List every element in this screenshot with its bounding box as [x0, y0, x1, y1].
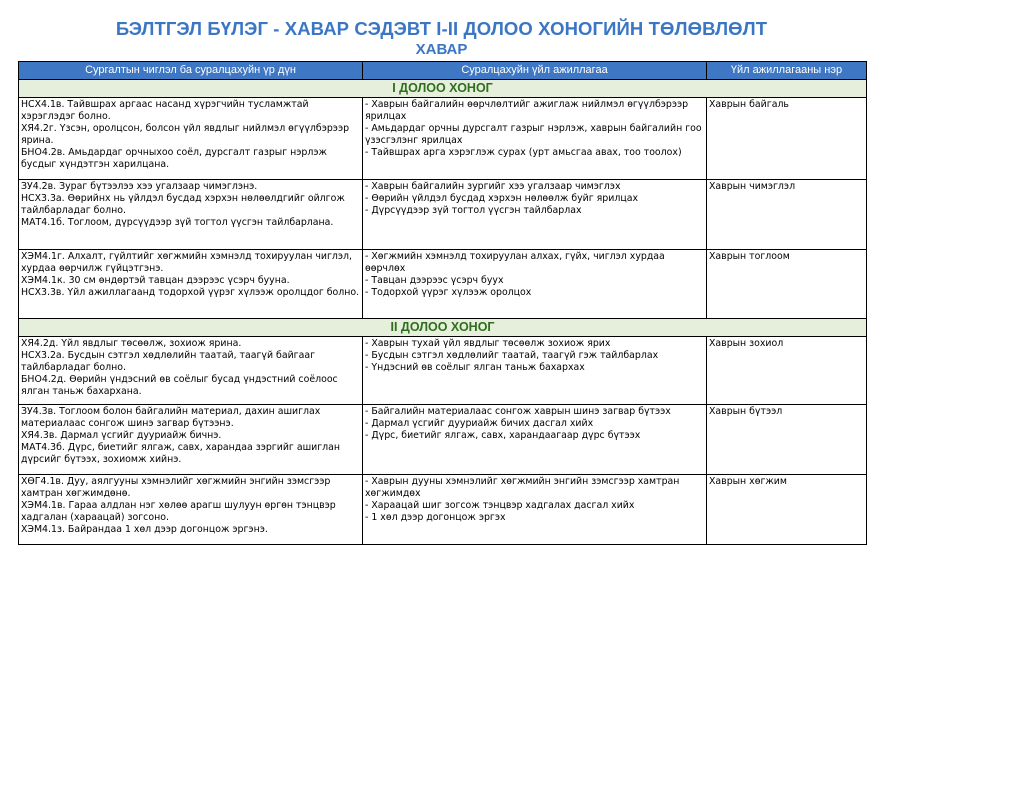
activity-line: - Тавцан дээрээс үсэрч буух [365, 275, 504, 287]
outcome-line: НСХ3.3в. Үйл ажиллагаанд тодорхой үүрэг хүлээж оролцдог болно. [21, 287, 360, 299]
outcome-line: НСХ4.1в. Тайвшрах аргаас насанд хүрэгчийн тусламжтай хэрэглэдэг болно. [21, 99, 309, 123]
week-label: II ДОЛОО ХОНОГ [19, 319, 867, 337]
column-header-outcomes: Сургалтын чиглэл ба суралцахуйн үр дүн [19, 62, 363, 80]
activity-line: - Хаврын дууны хэмнэлийг хөгжмийн энгийн зэмсгээр хамтран хөгжимдөх [365, 476, 680, 500]
activity-name-cell: Хаврын зохиол [707, 337, 867, 405]
outcomes-cell [19, 250, 363, 319]
outcome-line: ЗУ4.2в. Зураг бүтээлээ хээ угалзаар чимэглэнэ. [21, 181, 258, 192]
activity-line: - Дүрсүүдээр зүй тогтол үүсгэн тайлбарлах [365, 205, 582, 217]
outcome-line: ХЯ4.2г. Үзсэн, оролцсон, болсон үйл явдлыг нийлмэл өгүүлбэрээр ярина. [21, 123, 350, 147]
activities-cell [363, 337, 707, 405]
activity-name-cell: Хаврын чимэглэл [707, 180, 867, 250]
table-row [19, 337, 867, 405]
activities-cell [363, 98, 707, 180]
week-row-2 [19, 319, 867, 337]
outcome-line: БНО4.2д. Өөрийн үндэсний өв соёлыг бусад үндэстний соёлоос ялган таньж бахархана. [21, 374, 338, 398]
activity-line: - Хаврын тухай үйл явдлыг төсөөлж зохиож ярих [365, 338, 611, 349]
column-header-activities: Суралцахуйн үйл ажиллагаа [363, 62, 707, 80]
activity-name-cell: Хаврын байгаль [707, 98, 867, 180]
outcome-line: ХЭМ4.1г. Алхалт, гүйлтийг хөгжмийн хэмнэлд тохируулан чиглэл, хурдаа өөрчилж гүйцэтгэнэ. [21, 251, 352, 275]
activity-line: - Үндэсний өв соёлыг ялган таньж бахархах [365, 362, 585, 374]
week-label: I ДОЛОО ХОНОГ [19, 80, 867, 98]
outcome-line: ЗУ4.3в. Тоглоом болон байгалийн материал, дахин ашиглах материалаас сонгож шинэ загвар бүтээнэ. [21, 406, 321, 430]
outcomes-cell [19, 337, 363, 405]
outcome-line: ХЭМ4.1з. Байрандаа 1 хөл дээр догонцож эргэнэ. [21, 524, 268, 536]
outcome-line: НСХ3.2а. Бусдын сэтгэл хөдлөлийн таатай, таагүй байгааг тайлбарладаг болно. [21, 350, 316, 374]
outcome-line: МАТ4.3б. Дүрс, биетийг ялгаж, савх, харандаа зэргийг ашиглан дүрсийг бүтээх, зохиомж хийнэ. [21, 442, 341, 466]
plan-table [18, 61, 867, 545]
activities-cell [363, 180, 707, 250]
activity-name-cell: Хаврын хөгжим [707, 475, 867, 545]
table-row [19, 98, 867, 180]
outcome-line: ХЭМ4.1в. Гараа алдлан нэг хөлөө арагш шулуун өргөн тэнцвэр хадгалан (хараацай) зогсоно. [21, 500, 336, 524]
activity-line: - 1 хөл дээр догонцож эргэх [365, 512, 506, 524]
outcome-line: НСХ3.3а. Өөрийнх нь үйлдэл бусдад хэрхэн нөлөөлдгийг ойлгож тайлбарладаг болно. [21, 193, 345, 217]
activity-line: - Хаврын байгалийн өөрчлөлтийг ажиглаж нийлмэл өгүүлбэрээр ярилцах [365, 99, 689, 123]
week-row-1 [19, 80, 867, 98]
table-row [19, 475, 867, 545]
activity-line: - Хаврын байгалийн зургийг хээ угалзаар чимэглэх [365, 181, 621, 192]
outcome-line: ХӨГ4.1в. Дуу, аялгууны хэмнэлийг хөгжмийн энгийн зэмсгээр хамтран хөгжимдөнө. [21, 476, 331, 500]
activities-cell [363, 475, 707, 545]
table-header-row [19, 62, 867, 80]
activity-name-cell: Хаврын тоглоом [707, 250, 867, 319]
outcomes-cell [19, 405, 363, 475]
activity-line: - Бусдын сэтгэл хөдлөлийг таатай, таагүй гэж тайлбарлах [365, 350, 659, 362]
activity-line: - Байгалийн материалаас сонгож хаврын шинэ загвар бүтээх [365, 406, 671, 417]
outcome-line: ХЭМ4.1к. 30 см өндөртэй тавцан дээрээс үсэрч бууна. [21, 275, 290, 287]
activity-line: - Хараацай шиг зогсож тэнцвэр хадгалах дасгал хийх [365, 500, 635, 512]
table-row [19, 405, 867, 475]
outcomes-cell [19, 475, 363, 545]
activity-line: - Тодорхой үүрэг хүлээж оролцох [365, 287, 532, 299]
activity-line: - Хөгжмийн хэмнэлд тохируулан алхах, гүйх, чиглэл хурдаа өөрчлөх [365, 251, 665, 275]
table-row [19, 250, 867, 319]
activity-line: - Дүрс, биетийг ялгаж, савх, харандаагаар дүрс бүтээх [365, 430, 641, 442]
activities-cell [363, 405, 707, 475]
outcome-line: ХЯ4.3в. Дармал үсгийг дууриайж бичнэ. [21, 430, 222, 442]
activity-line: - Өөрийн үйлдэл бусдад хэрхэн нөлөөлж буйг ярилцах [365, 193, 639, 205]
activity-line: - Тайвшрах арга хэрэглэж сурах (урт амьсгаа авах, тоо тоолох) [365, 147, 682, 159]
activity-name-cell: Хаврын бүтээл [707, 405, 867, 475]
page-subtitle: ХАВАР [415, 41, 468, 58]
column-header-activity-name: Үйл ажиллагааны нэр [707, 62, 867, 80]
activity-line: - Амьдардаг орчны дурсгалт газрыг нэрлэж, хаврын байгалийн гоо үзэсгэлэнг ярилцах [365, 123, 702, 147]
table-row [19, 180, 867, 250]
activities-cell [363, 250, 707, 319]
page-title: БЭЛТГЭЛ БҮЛЭГ - ХАВАР СЭДЭВТ I-II ДОЛОО ХОНОГИЙН ТӨЛӨВЛӨЛТ [115, 18, 768, 39]
outcome-line: МАТ4.1б. Тоглоом, дүрсүүдээр зүй тогтол үүсгэн тайлбарлана. [21, 217, 334, 229]
outcome-line: ХЯ4.2д. Үйл явдлыг төсөөлж, зохиож ярина. [21, 338, 242, 349]
activity-line: - Дармал үсгийг дууриайж бичих дасгал хийх [365, 418, 594, 430]
outcome-line: БНО4.2в. Амьдардаг орчныхоо соёл, дурсгалт газрыг нэрлэж бусдыг хүндэтгэн харилцана. [21, 147, 327, 171]
outcomes-cell [19, 98, 363, 180]
outcomes-cell [19, 180, 363, 250]
